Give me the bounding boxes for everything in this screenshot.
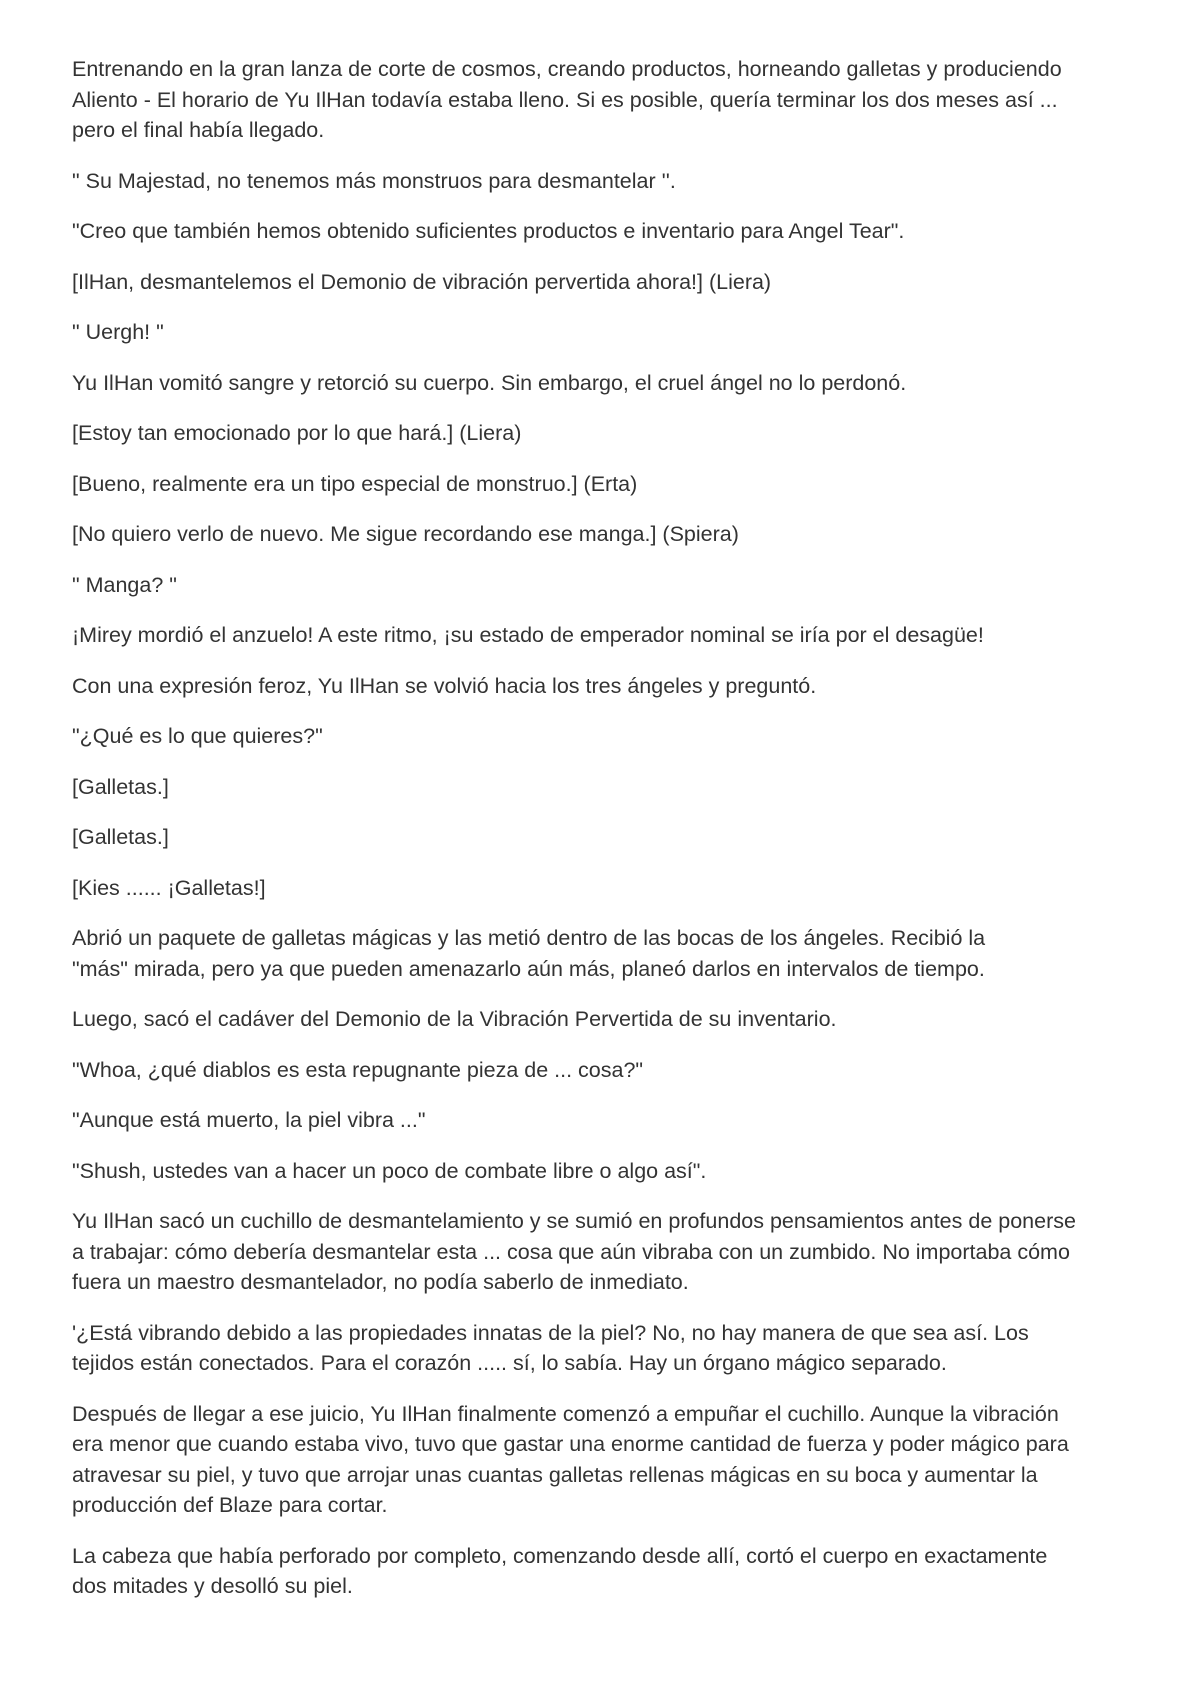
text-line: a trabajar: cómo debería desmantelar esta ... cosa que aún vibraba con un zumbido. No importaba cómo — [72, 1239, 1070, 1264]
text-line: atravesar su piel, y tuvo que arrojar unas cuantas galletas rellenas mágicas en su boca y aumentar la — [72, 1462, 1038, 1487]
text-line: [Galletas.] — [72, 825, 169, 849]
paragraph — [72, 671, 1122, 702]
paragraph — [72, 519, 1122, 550]
text-line: La cabeza que había perforado por completo, comenzando desde allí, cortó el cuerpo en exactamente — [72, 1543, 1048, 1568]
paragraph — [72, 1004, 1122, 1035]
text-line: Luego, sacó el cadáver del Demonio de la Vibración Pervertida de su inventario. — [72, 1007, 837, 1031]
text-line: [IlHan, desmantelemos el Demonio de vibración pervertida ahora!] (Liera) — [72, 269, 772, 294]
paragraph — [72, 570, 1122, 601]
text-line: dos mitades y desolló su piel. — [72, 1574, 353, 1598]
paragraph — [72, 923, 1122, 984]
paragraph — [72, 1541, 1122, 1602]
document-body — [72, 54, 1122, 1622]
text-line: "Whoa, ¿qué diablos es esta repugnante pieza de ... cosa?" — [72, 1057, 644, 1082]
paragraph — [72, 317, 1122, 348]
paragraph — [72, 267, 1122, 298]
paragraph — [72, 772, 1122, 803]
paragraph — [72, 1055, 1122, 1086]
text-line: "Aunque está muerto, la piel vibra ..." — [72, 1108, 426, 1132]
text-line: [Galletas.] — [72, 774, 169, 799]
text-line: Entrenando en la gran lanza de corte de cosmos, creando productos, horneando galletas y produciendo — [72, 57, 1062, 81]
paragraph — [72, 822, 1122, 853]
paragraph — [72, 873, 1122, 904]
text-line: "Shush, ustedes van a hacer un poco de combate libre o algo así". — [72, 1158, 707, 1183]
text-line: " Manga? " — [72, 572, 177, 597]
text-line: [No quiero verlo de nuevo. Me sigue recordando ese manga.] (Spiera) — [72, 522, 739, 546]
paragraph — [72, 1156, 1122, 1187]
paragraph — [72, 721, 1122, 752]
text-line: "¿Qué es lo que quieres?" — [72, 724, 323, 748]
paragraph — [72, 620, 1122, 651]
text-line: Después de llegar a ese juicio, Yu IlHan finalmente comenzó a empuñar el cuchillo. Aunque la vibración — [72, 1401, 1059, 1426]
text-line: '¿Está vibrando debido a las propiedades innatas de la piel? No, no hay manera de que sea así. Los — [72, 1320, 1029, 1345]
text-line: Yu IlHan sacó un cuchillo de desmantelamiento y se sumió en profundos pensamientos antes de ponerse — [72, 1209, 1076, 1233]
text-line: pero el final había llegado. — [72, 118, 325, 142]
paragraph — [72, 166, 1122, 197]
text-line: Yu IlHan vomitó sangre y retorció su cuerpo. Sin embargo, el cruel ángel no lo perdonó. — [72, 370, 907, 395]
text-line: Aliento - El horario de Yu IlHan todavía estaba lleno. Si es posible, quería terminar los dos meses así ... — [72, 87, 1058, 112]
text-line: fuera un maestro desmantelador, no podía saberlo de inmediato. — [72, 1270, 689, 1294]
paragraph — [72, 469, 1122, 500]
paragraph — [72, 1206, 1122, 1298]
text-line: [Bueno, realmente era un tipo especial de monstruo.] (Erta) — [72, 471, 638, 496]
paragraph — [72, 1399, 1122, 1521]
text-line: [Estoy tan emocionado por lo que hará.] (Liera) — [72, 421, 522, 445]
paragraph — [72, 418, 1122, 449]
paragraph — [72, 216, 1122, 247]
paragraph — [72, 1105, 1122, 1136]
text-line: " Uergh! " — [72, 320, 164, 344]
text-line: tejidos están conectados. Para el corazón ..... sí, lo sabía. Hay un órgano mágico separado. — [72, 1351, 947, 1375]
text-line: era menor que cuando estaba vivo, tuvo que gastar una enorme cantidad de fuerza y poder mágico para — [72, 1432, 1069, 1456]
text-line: "Creo que también hemos obtenido suficientes productos e inventario para Angel Tear". — [72, 219, 905, 243]
text-line: " Su Majestad, no tenemos más monstruos para desmantelar ''. — [72, 168, 676, 193]
paragraph — [72, 54, 1122, 146]
text-line: Con una expresión feroz, Yu IlHan se volvió hacia los tres ángeles y preguntó. — [72, 673, 817, 698]
paragraph — [72, 1318, 1122, 1379]
text-line: Abrió un paquete de galletas mágicas y las metió dentro de las bocas de los ángeles. Recibió la — [72, 926, 986, 950]
paragraph — [72, 368, 1122, 399]
text-line: "más" mirada, pero ya que pueden amenazarlo aún más, planeó darlos en intervalos de tiempo. — [72, 956, 985, 981]
text-line: [Kies ...... ¡Galletas!] — [72, 875, 266, 900]
text-line: producción def Blaze para cortar. — [72, 1493, 388, 1517]
text-line: ¡Mirey mordió el anzuelo! A este ritmo, ¡su estado de emperador nominal se iría por el desagüe! — [72, 623, 984, 647]
